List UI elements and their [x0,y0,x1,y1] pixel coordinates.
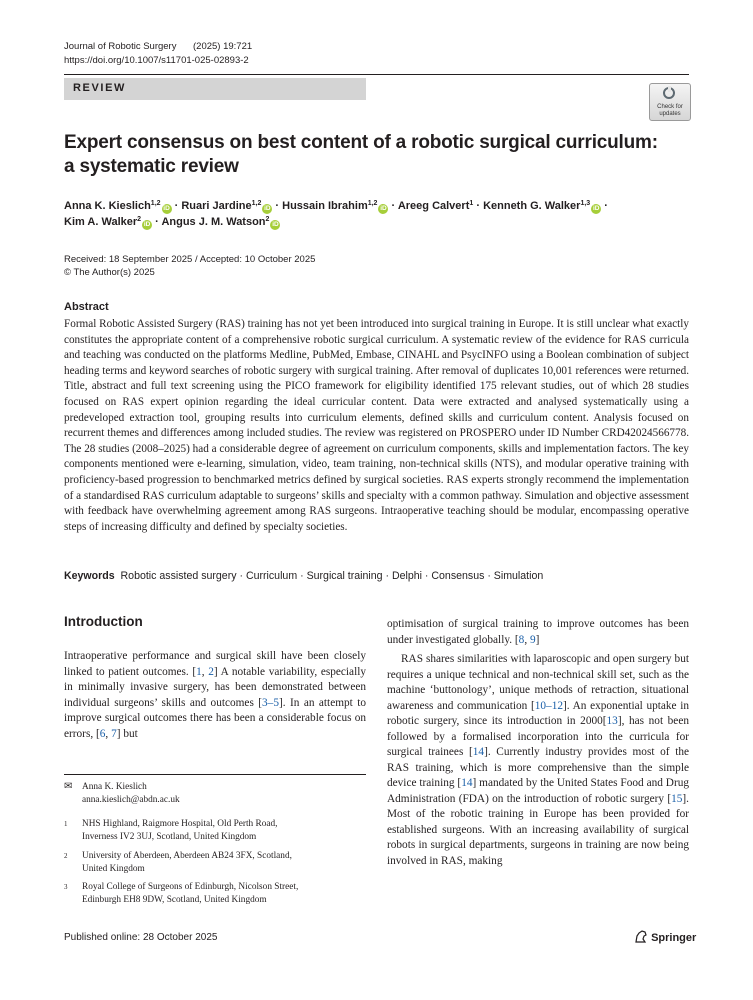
citation-link[interactable]: 1 [196,665,202,678]
citation-link[interactable]: 3–5 [262,696,279,709]
springer-horse-icon [634,930,648,943]
header-rule [64,74,689,75]
article-title: Expert consensus on best content of a robotic surgical curriculum: a systematic review [64,132,658,177]
citation-link[interactable]: 2 [208,665,214,678]
article-dates: Received: 18 September 2025 / Accepted: 10 October 2025 © The Author(s) 2025 [64,254,316,278]
author[interactable]: Areeg Calvert$^1$ [397,200,474,212]
orcid-icon[interactable]: iD [264,205,271,212]
orcid-icon[interactable]: iD [163,205,170,212]
doi-link[interactable]: https://doi.org/10.1007/s11701-025-02893-2 [64,55,249,66]
check-for-updates-icon [663,87,675,99]
citation-link[interactable]: 6 [99,727,106,740]
correspondence-name: Anna K. Kieslich [82,782,147,792]
keywords [64,569,689,584]
footnote-rule [64,774,366,775]
citation-link[interactable]: 14 [461,777,473,789]
keywords-list: Robotic assisted surgery · Curriculum · Surgical training · Delphi · Consensus · Simulation [120,570,544,582]
envelope-icon: ✉ [64,781,73,792]
article-type-band [64,78,366,100]
published-date: Published online: 28 October 2025 [64,932,218,943]
author[interactable]: Anna K. Kieslich$^{1,2}$iD [64,200,170,212]
author[interactable]: Kim A. Walker$^2$iD [64,216,151,228]
affiliation: 3 Royal College of Surgeons of Edinburgh, Nicolson Street, Edinburgh EH8 9DW, Scotland, United Kingdom [64,882,299,906]
citation-link[interactable]: 15 [671,792,683,805]
author-list: Anna K. Kieslich$^{1,2}$iD · Ruari Jardine$^{1,2}$iD · Hussain Ibrahim$^{1,2}$iD · Areeg Calvert$^1$ · Kenneth G. Walker$^{1,3}$iD · Kim A. Walker$^2$iD · Angus J. M. Watson$^2$iD [64,200,608,228]
article-type: REVIEW [73,82,126,94]
citation-link[interactable]: 7 [111,727,117,740]
orcid-icon[interactable]: iD [380,205,387,212]
check-for-updates-badge[interactable]: Check for updates [649,83,691,121]
author[interactable]: Ruari Jardine$^{1,2}$iD [181,200,271,212]
affiliation: 1 NHS Highland, Raigmore Hospital, Old Perth Road, Inverness IV2 3UJ, Scotland, United Kingdom [64,819,278,843]
author[interactable]: Kenneth G. Walker$^{1,3}$iD [483,200,600,212]
author[interactable]: Hussain Ibrahim$^{1,2}$iD [282,200,387,212]
intro-right-column [387,617,689,869]
citation-link[interactable]: 14 [472,746,485,758]
author[interactable]: Angus J. M. Watson$^2$iD [161,216,279,228]
abstract-text: Formal Robotic Assisted Surgery (RAS) training has not yet been introduced into surgical training in Europe. It is still unclear what exactly constitutes the appropriate content of a comprehensive robotic surgical curriculum. A systematic review of the evidence for RAS curricula and teaching was conducted on the platforms Medline, PubMed, Embase, CINAHL and PsycINFO using a Boolean combination of subject heading terms and keyword searches of robotic surgery with surgical training. After removal of duplicates 10,001 references were returned. Title, abstract and full text screening using the PICO framework for eligibility identified 175 relevant studies, out of which 28 studies focused on RAS expert opinion regarding the ideal curricular content. Data were extracted and analysed systematically using a predeveloped extraction tool, grouping results into curriculum elements, defined skills and curriculum content. Analysis focused on recurrent themes and differences among included studies. The review was registered on PROSPERO under ID Number CRD42024566778. The 28 studies (2008–2025) had a considerable degree of agreement on curriculum components, skills and implementation factors. The key components mentioned were e-learning, simulation, video, team training, non-technical skills (NTS), and modular operative training with proficiency-based progression to benchmarked metrics defined by surgical societies. RAS experts strongly recommend the implementation of a standardised RAS curriculum adaptable to surgeons’ skills and specialty with a common pathway. Simulation and objective assessment with feedback have overwhelming agreement among RAS surgeons. Intraoperative teaching should be modular, encompassing operative steps of increasing difficulty and defined by specialty societies. [64,318,689,533]
correspondence-email[interactable]: anna.kieslich@abdn.ac.uk [82,795,180,806]
orcid-icon[interactable]: iD [143,221,151,228]
keywords-label: Keywords [64,570,115,582]
citation-link[interactable]: 13 [606,715,618,727]
citation-link[interactable]: 10–12 [534,699,563,712]
citation-link[interactable]: 9 [529,633,536,646]
volume-info: (2025) 19:721 [193,41,253,52]
citation-link[interactable]: 8 [518,633,525,646]
orcid-icon[interactable]: iD [272,221,279,228]
paragraph: Intraoperative performance and surgical skill have been closely linked to patient outcomes. [1, 2] A notable variability, especially in minimally invasive surgery, has been demonstrated between individual surgeons’ skills and outcomes [3–5]. In an attempt to improve surgical outcomes there has been a considerable focus on errors, [6, 7] but [64,650,366,740]
journal-name: Journal of Robotic Surgery [64,41,177,52]
abstract-heading: Abstract [64,301,109,313]
section-heading-introduction: Introduction [64,614,143,629]
affiliation: 2 University of Aberdeen, Aberdeen AB24 3FX, Scotland, United Kingdom [64,851,292,875]
orcid-icon[interactable]: iD [592,205,600,212]
publisher-logo [634,930,696,944]
publisher-name: Springer [651,932,697,944]
paragraph: optimisation of surgical training to improve outcomes has been under investigated globally. [8, 9] [387,618,689,646]
intro-left-column [64,649,366,742]
paragraph: RAS shares similarities with laparoscopic and open surgery but requires a unique technical and non-technical skill set, such as the machine ‘buttonology’, unique methods of retraction, situational awareness and communication [10–12]. An exponential uptake in robotic surgery, since its introduction in 2000[13], has not been followed by a formalised incorporation into the curricula for surgical trainees [14]. Currently industry provides most of the RAS training, which is more comprehensive than the simple device training [14] mandated by the United States Food and Drug Administration (FDA) on the introduction of robotic surgery [15]. Most of the robotic training in Europe has been provided for established surgeons. With an increasing availability of surgical robots in surgical departments, surgeons in training are now being involved in RAS, making [387,653,690,867]
correspondence [64,781,366,809]
